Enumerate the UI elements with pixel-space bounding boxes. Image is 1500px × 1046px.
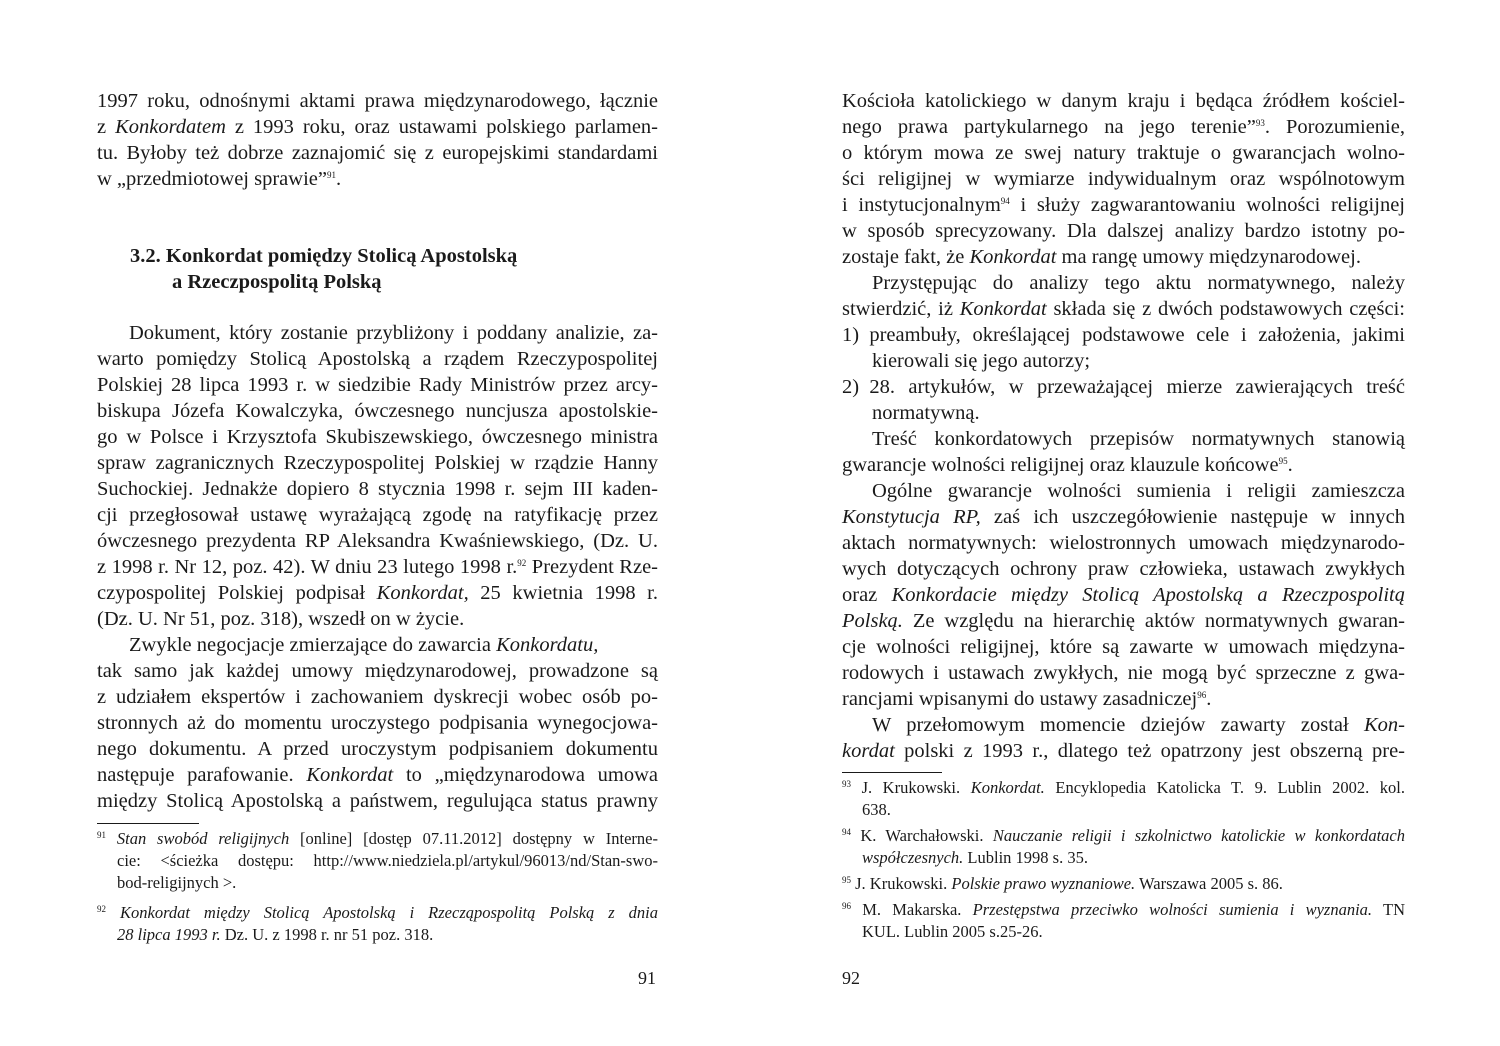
- body-line: Przystępując do analizy tego aktu normatywnego, należy: [872, 272, 1405, 294]
- body-line: w sposób sprecyzowany. Dla dalszej analizy bardzo istotny po-: [842, 220, 1405, 242]
- body-line: warto pomiędzy Stolicą Apostolską a rządem Rzeczypospolitej: [97, 348, 658, 370]
- body-line: Treść konkordatowych przepisów normatywnych stanowią: [872, 428, 1405, 450]
- list-item: 1) preambuły, określającej podstawowe cele i założenia, jakimi: [842, 324, 1405, 346]
- body-line: W przełomowym momencie dziejów zawarty został Kon-: [872, 714, 1405, 736]
- footnote-line: $^{94}$ K. Warchałowski. Nauczanie religii i szkolnictwo katolickie w konkordatach: [842, 826, 1405, 845]
- footnote-ref: 94: [1000, 196, 1010, 206]
- body-line: rancjami wpisanymi do ustawy zasadniczej$^{96}$.: [842, 688, 1212, 710]
- footnote-line: współczesnych. Lublin 1998 s. 35.: [862, 848, 1088, 867]
- footnote-ref: 92: [517, 558, 527, 568]
- right-page: [750, 0, 1500, 1046]
- body-line: ści religijnej w wymiarze indywidualnym oraz wspólnotowym: [842, 168, 1405, 190]
- footnote-ref: 95: [842, 875, 851, 885]
- body-line: stronnych aż do momentu uroczystego podpisania wynegocjowa-: [97, 712, 658, 734]
- body-line: z udziałem ekspertów i zachowaniem dyskrecji wobec osób po-: [97, 686, 658, 708]
- body-line: Polską. Ze względu na hierarchię aktów normatywnych gwaran-: [842, 610, 1405, 632]
- footnote-ref: 96: [1197, 690, 1207, 700]
- body-line: (Dz. U. Nr 51, poz. 318), wszedł on w życie.: [97, 608, 465, 630]
- footnote-ref: 94: [842, 827, 851, 837]
- body-line: stwierdzić, iż Konkordat składa się z dwóch podstawowych części:: [842, 298, 1405, 320]
- body-line: Ogólne gwarancje wolności sumienia i religii zamieszcza: [872, 480, 1405, 502]
- footnote-ref: 95: [1278, 456, 1288, 466]
- body-line: w „przedmiotowej sprawie”$^{91}$.: [97, 168, 342, 190]
- body-line: z 1998 r. Nr 12, poz. 42). W dniu 23 lutego 1998 r.$^{92}$ Prezydent Rze-: [97, 556, 659, 578]
- footnote-rule: [97, 823, 199, 824]
- footnote-line: $^{91}$ Stan swobód religijnych [online] [dostęp 07.11.2012] dostępny w Interne-: [97, 829, 658, 848]
- body-line: Zwykle negocjacje zmierzające do zawarcia Konkordatu,: [129, 634, 599, 656]
- footnote-line: 638.: [862, 800, 891, 819]
- body-line: tak samo jak każdej umowy międzynarodowej, prowadzone są: [97, 660, 658, 682]
- body-line: go w Polsce i Krzysztofa Skubiszewskiego, ówczesnego ministra: [97, 426, 658, 448]
- body-line: cje wolności religijnej, które są zawarte w umowach międzyna-: [842, 636, 1405, 658]
- list-item-continuation: kierowali się jego autorzy;: [872, 350, 1091, 372]
- footnote-ref: 93: [842, 779, 851, 789]
- body-line: zostaje fakt, że Konkordat ma rangę umowy międzynarodowej.: [842, 246, 1361, 268]
- footnote-line: bod-religijnych >.: [117, 873, 237, 892]
- body-line: biskupa Józefa Kowalczyka, ówczesnego nuncjusza apostolskie-: [97, 400, 658, 422]
- body-line: Konstytucja RP, zaś ich uszczegółowienie następuje w innych: [842, 506, 1406, 528]
- body-line: nego dokumentu. A przed uroczystym podpisaniem dokumentu: [97, 738, 658, 760]
- footnote-ref: 92: [97, 904, 106, 914]
- page-number: 91: [638, 968, 656, 988]
- footnote-line: cie: <ścieżka dostępu: http://www.niedziela.pl/artykul/96013/nd/Stan-swo-: [117, 851, 658, 870]
- footnote-line: $^{96}$ M. Makarska. Przestępstwa przeciwko wolności sumienia i wyznania. TN: [842, 900, 1405, 919]
- page-number: 92: [842, 968, 860, 988]
- section-heading: 3.2. Konkordat pomiędzy Stolicą Apostolską: [130, 245, 518, 267]
- footnote-ref: 91: [326, 170, 336, 180]
- body-line: gwarancje wolności religijnej oraz klauzule końcowe$^{95}$.: [842, 454, 1293, 476]
- body-line: z Konkordatem z 1993 roku, oraz ustawami polskiego parlamen-: [97, 116, 659, 138]
- footnote-rule: [842, 772, 942, 773]
- body-line: i instytucjonalnym$^{94}$ i służy zagwarantowaniu wolności religijnej: [842, 194, 1405, 216]
- body-line: ówczesnego prezydenta RP Aleksandra Kwaśniewskiego, (Dz. U.: [97, 530, 658, 552]
- body-line: wych dotyczących ochrony praw człowieka, ustawach zwykłych: [842, 558, 1405, 580]
- body-line: czypospolitej Polskiej podpisał Konkordat, 25 kwietnia 1998 r.: [97, 582, 658, 604]
- footnote-ref: 93: [1255, 118, 1265, 128]
- body-line: o którym mowa ze swej natury traktuje o gwarancjach wolno-: [842, 142, 1405, 164]
- body-line: Dokument, który zostanie przybliżony i poddany analizie, za-: [129, 322, 658, 344]
- body-line: między Stolicą Apostolską a państwem, regulująca status prawny: [97, 790, 658, 812]
- list-item-continuation: normatywną.: [872, 402, 980, 424]
- body-line: aktach normatywnych: wielostronnych umowach międzynarodo-: [842, 532, 1405, 554]
- body-line: oraz Konkordacie między Stolicą Apostolską a Rzeczpospolitą: [842, 584, 1405, 606]
- footnote-ref: 96: [842, 901, 851, 911]
- footnote-line: 28 lipca 1993 r. Dz. U. z 1998 r. nr 51 poz. 318.: [117, 925, 434, 944]
- section-heading-line2: a Rzeczpospolitą Polską: [172, 271, 382, 293]
- body-line: rodowych i ustawach zwykłych, nie mogą być sprzeczne z gwa-: [842, 662, 1405, 684]
- body-line: 1997 roku, odnośnymi aktami prawa międzynarodowego, łącznie: [97, 90, 658, 112]
- footnote-line: $^{95}$ J. Krukowski. Polskie prawo wyznaniowe. Warszawa 2005 s. 86.: [842, 874, 1283, 893]
- body-line: Polskiej 28 lipca 1993 r. w siedzibie Rady Ministrów przez arcy-: [97, 374, 658, 396]
- footnote-line: $^{92}$ Konkordat między Stolicą Apostolską i Rzecząpospolitą Polską z dnia: [97, 903, 658, 922]
- body-line: spraw zagranicznych Rzeczypospolitej Polskiej w rządzie Hanny: [97, 452, 658, 474]
- footnote-line: KUL. Lublin 2005 s.25-26.: [862, 922, 1043, 941]
- body-line: Kościoła katolickiego w danym kraju i będąca źródłem kościel-: [842, 90, 1405, 112]
- footnote-line: $^{93}$ J. Krukowski. Konkordat. Encyklopedia Katolicka T. 9. Lublin 2002. kol.: [842, 778, 1405, 797]
- list-item: 2) 28. artykułów, w przeważającej mierze zawierających treść: [842, 376, 1405, 398]
- body-line: kordat polski z 1993 r., dlatego też opatrzony jest obszerną pre-: [842, 740, 1405, 762]
- body-line: tu. Byłoby też dobrze zaznajomić się z europejskimi standardami: [97, 142, 658, 164]
- footnote-ref: 91: [97, 830, 106, 840]
- body-line: cji przegłosował ustawę wyrażającą zgodę na ratyfikację przez: [97, 504, 658, 526]
- body-line: następuje parafowanie. Konkordat to „międzynarodowa umowa: [97, 764, 659, 786]
- body-line: Suchockiej. Jednakże dopiero 8 stycznia 1998 r. sejm III kaden-: [97, 478, 658, 500]
- body-line: nego prawa partykularnego na jego terenie”$^{93}$. Porozumienie,: [842, 116, 1405, 138]
